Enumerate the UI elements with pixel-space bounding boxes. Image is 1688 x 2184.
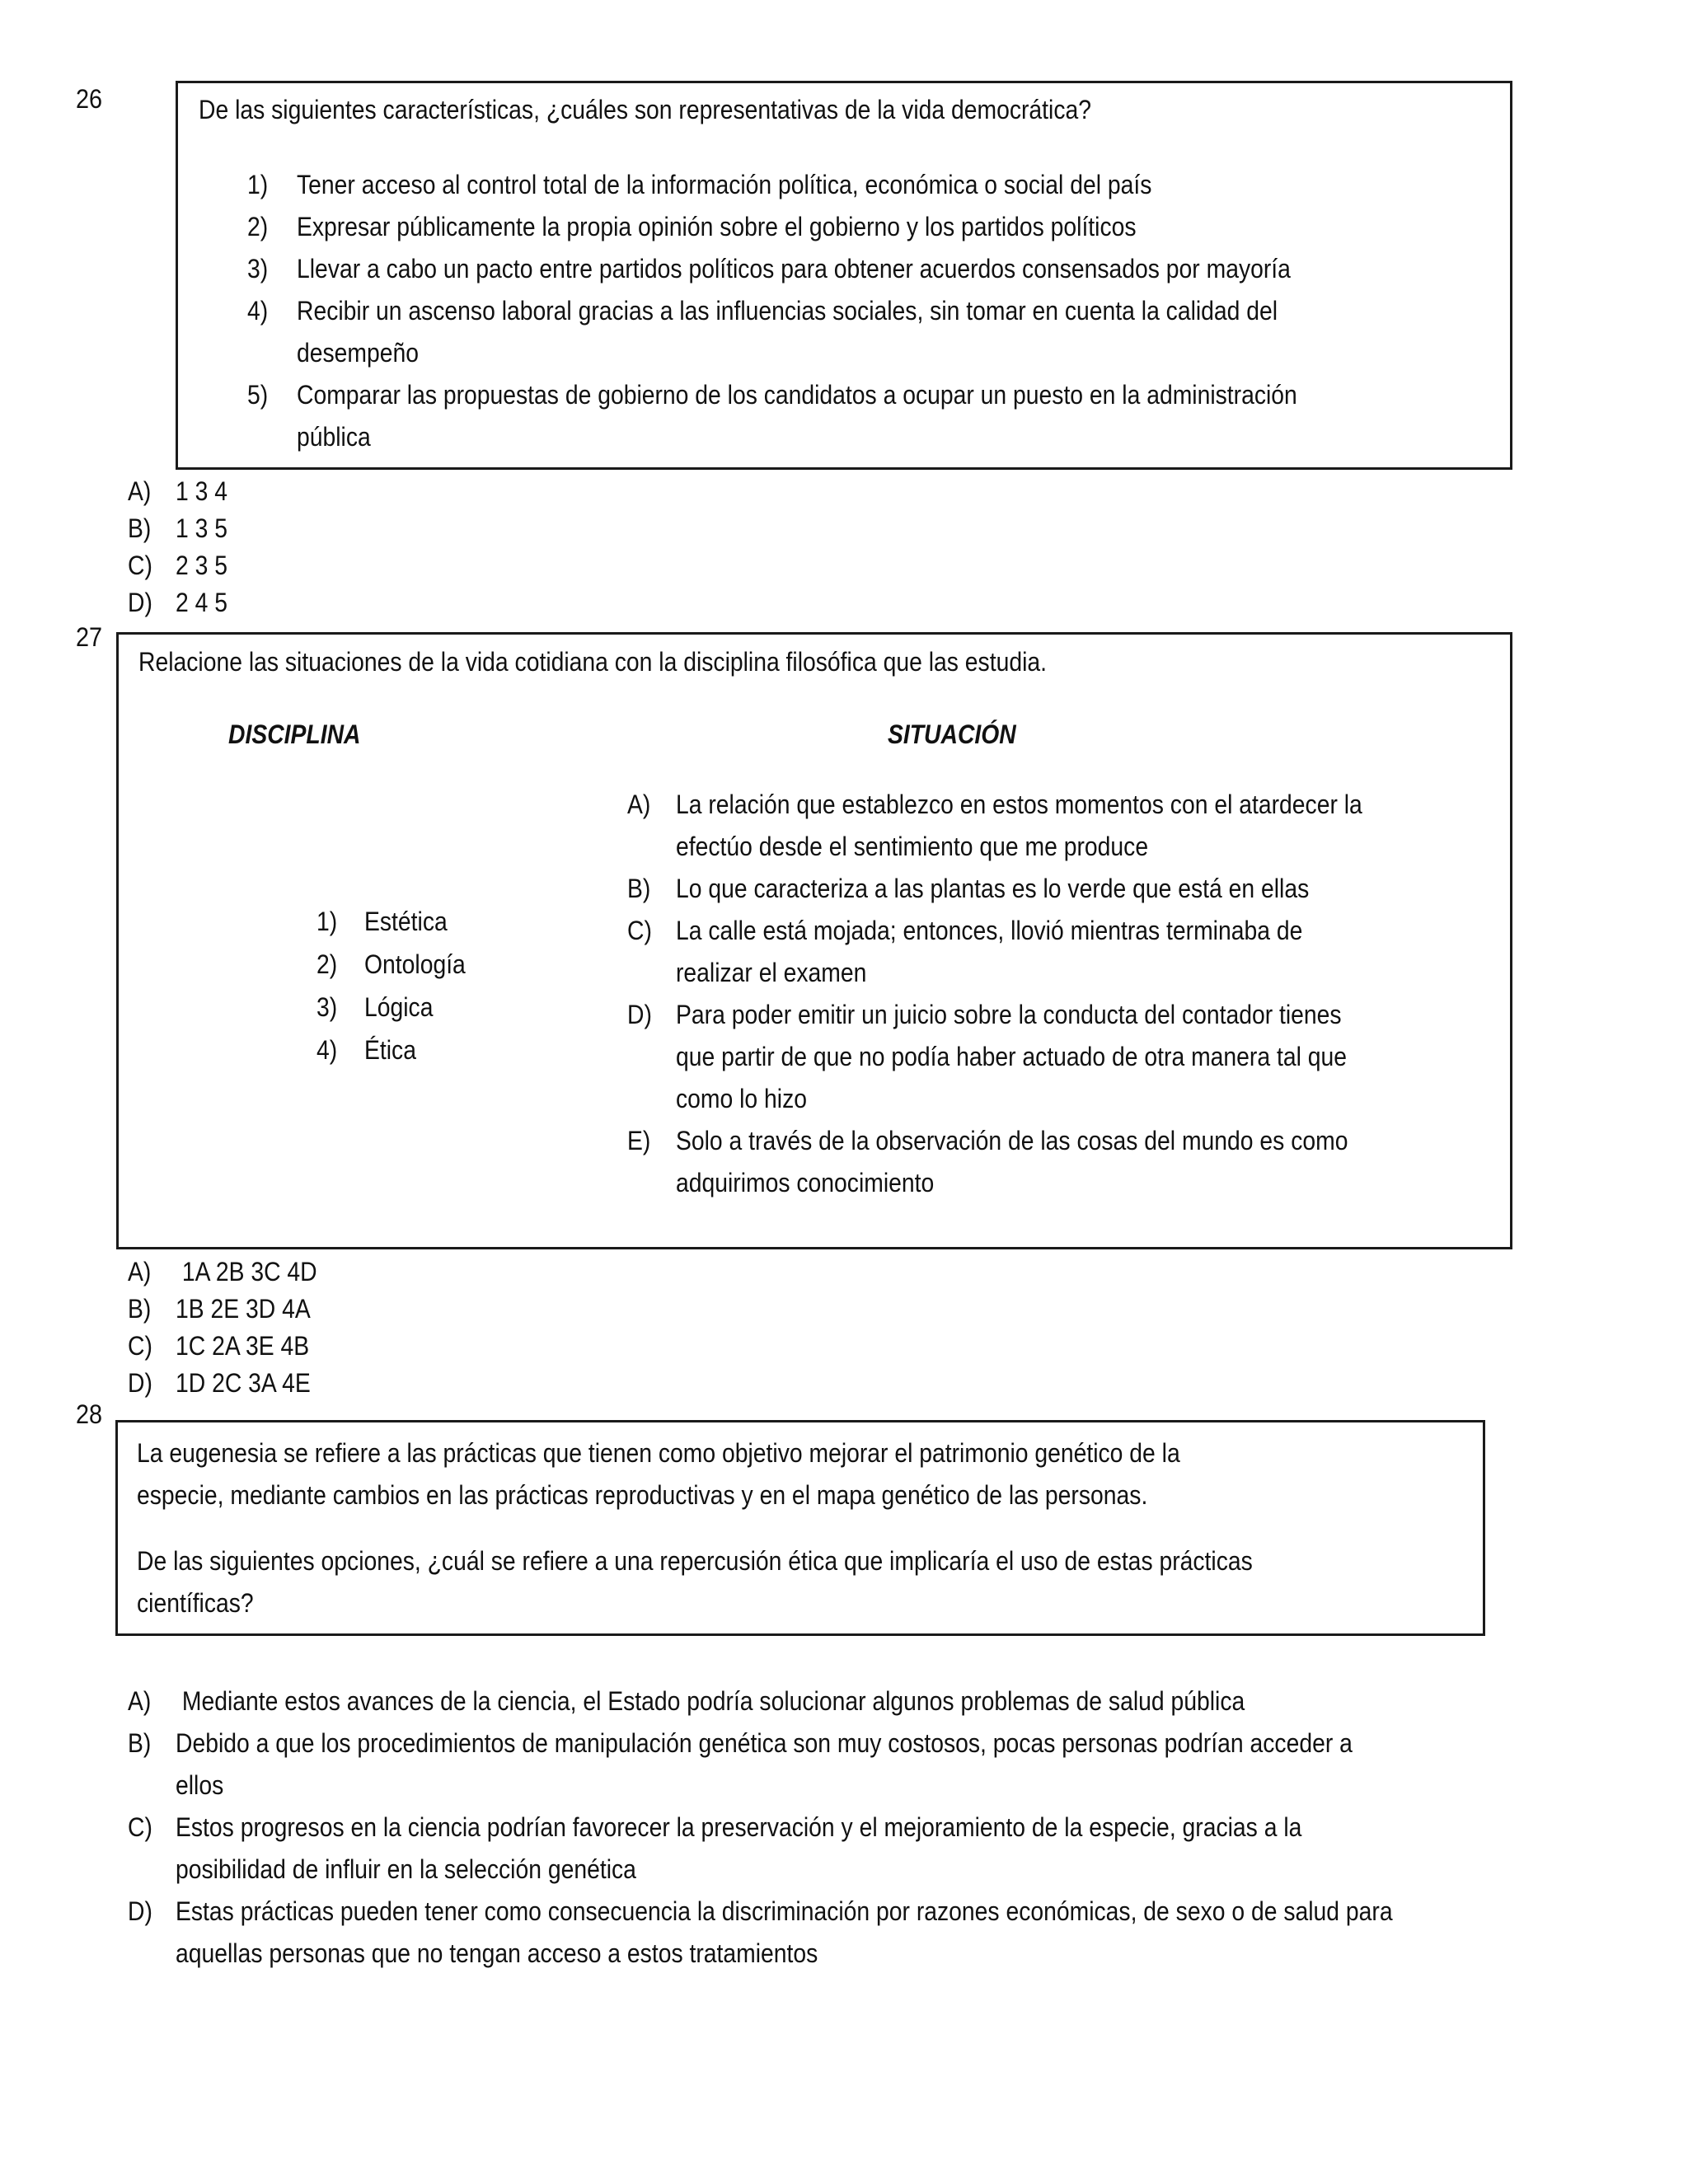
item-text: Comparar las propuestas de gobierno de los candidatos a ocupar un puesto en la administración	[297, 380, 1297, 410]
situation-text: La relación que establezco en estos momentos con el atardecer la	[676, 790, 1362, 819]
situation-text-continued: adquirimos conocimiento	[676, 1168, 935, 1197]
item-text: Tener acceso al control total de la información política, económica o social del país	[297, 170, 1152, 199]
item-marker: 3)	[247, 254, 269, 284]
discipline-marker: 1)	[316, 907, 338, 936]
item-text-continued: desempeño	[297, 338, 420, 368]
question-28-context: La eugenesia se refiere a las prácticas que tienen como objetivo mejorar el patrimonio genético de la	[137, 1438, 1180, 1468]
option-b-text[interactable]: 1B 2E 3D 4A	[176, 1294, 311, 1324]
option-b-text[interactable]: 1 3 5	[176, 513, 227, 543]
option-c-letter[interactable]: C)	[128, 1812, 152, 1842]
situation-text-continued: como lo hizo	[676, 1084, 807, 1113]
option-a-text[interactable]: 1A 2B 3C 4D	[176, 1257, 317, 1286]
situation-text: La calle está mojada; entonces, llovió mientras terminaba de	[676, 916, 1303, 945]
option-c-letter[interactable]: C)	[128, 1331, 152, 1361]
option-d-text[interactable]: 1D 2C 3A 4E	[176, 1368, 311, 1398]
option-d-text-continued[interactable]: aquellas personas que no tengan acceso a estos tratamientos	[176, 1938, 818, 1968]
situation-marker: C)	[627, 916, 652, 945]
discipline-ontology: Ontología	[364, 949, 466, 979]
discipline-marker: 4)	[316, 1035, 338, 1065]
item-text: Llevar a cabo un pacto entre partidos políticos para obtener acuerdos consensados por mayoría	[297, 254, 1291, 284]
discipline-esthetics: Estética	[364, 907, 448, 936]
discipline-ethics: Ética	[364, 1035, 416, 1065]
option-d-text[interactable]: 2 4 5	[176, 588, 227, 617]
situation-text-continued: que partir de que no podía haber actuado de otra manera tal que	[676, 1042, 1348, 1071]
discipline-logic: Lógica	[364, 992, 434, 1022]
option-c-text-continued[interactable]: posibilidad de influir en la selección genética	[176, 1854, 636, 1884]
option-d-letter[interactable]: D)	[128, 588, 152, 617]
option-b-text-continued[interactable]: ellos	[176, 1770, 224, 1800]
option-c-letter[interactable]: C)	[128, 551, 152, 580]
option-a-letter[interactable]: A)	[128, 1686, 152, 1716]
situation-text: Para poder emitir un juicio sobre la conducta del contador tienes	[676, 1000, 1342, 1029]
option-b-letter[interactable]: B)	[128, 1294, 152, 1324]
situacion-header: SITUACIÓN	[888, 719, 1016, 749]
item-marker: 1)	[247, 170, 269, 199]
option-d-text[interactable]: Estas prácticas pueden tener como consecuencia la discriminación por razones económicas, de sexo o de salud para	[176, 1896, 1393, 1926]
item-marker: 4)	[247, 296, 269, 326]
situation-marker: B)	[627, 874, 651, 903]
option-b-letter[interactable]: B)	[128, 1728, 152, 1758]
question-number-27: 27	[76, 622, 103, 652]
item-marker: 5)	[247, 380, 269, 410]
question-28-prompt: De las siguientes opciones, ¿cuál se refiere a una repercusión ética que implicaría el uso de estas prácticas	[137, 1546, 1253, 1576]
item-text: Recibir un ascenso laboral gracias a las influencias sociales, sin tomar en cuenta la calidad del	[297, 296, 1278, 326]
situation-text-continued: realizar el examen	[676, 958, 867, 987]
option-a-letter[interactable]: A)	[128, 1257, 152, 1286]
situation-text-continued: efectúo desde el sentimiento que me produce	[676, 832, 1149, 861]
question-28-context-continued: especie, mediante cambios en las prácticas reproductivas y en el mapa genético de las personas.	[137, 1480, 1148, 1510]
question-28-prompt-continued: científicas?	[137, 1588, 254, 1618]
question-number-26: 26	[76, 84, 103, 114]
option-b-text[interactable]: Debido a que los procedimientos de manipulación genética son muy costosos, pocas personas podrían acceder a	[176, 1728, 1353, 1758]
option-d-letter[interactable]: D)	[128, 1896, 152, 1926]
situation-marker: E)	[627, 1126, 651, 1155]
option-a-text[interactable]: 1 3 4	[176, 476, 227, 506]
item-text: Expresar públicamente la propia opinión sobre el gobierno y los partidos políticos	[297, 212, 1137, 241]
question-27-prompt: Relacione las situaciones de la vida cotidiana con la disciplina filosófica que las estudia.	[138, 647, 1047, 677]
option-c-text[interactable]: Estos progresos en la ciencia podrían favorecer la preservación y el mejoramiento de la especie, gracias a la	[176, 1812, 1302, 1842]
option-a-text[interactable]: Mediante estos avances de la ciencia, el Estado podría solucionar algunos problemas de salud pública	[176, 1686, 1245, 1716]
situation-marker: A)	[627, 790, 651, 819]
situation-text: Solo a través de la observación de las cosas del mundo es como	[676, 1126, 1348, 1155]
option-b-letter[interactable]: B)	[128, 513, 152, 543]
item-marker: 2)	[247, 212, 269, 241]
discipline-marker: 3)	[316, 992, 338, 1022]
disciplina-header: DISCIPLINA	[228, 719, 361, 749]
item-text-continued: pública	[297, 422, 371, 452]
situation-marker: D)	[627, 1000, 652, 1029]
question-26-prompt: De las siguientes características, ¿cuáles son representativas de la vida democrática?	[199, 95, 1091, 124]
option-d-letter[interactable]: D)	[128, 1368, 152, 1398]
situation-text: Lo que caracteriza a las plantas es lo verde que está en ellas	[676, 874, 1310, 903]
option-c-text[interactable]: 1C 2A 3E 4B	[176, 1331, 310, 1361]
discipline-marker: 2)	[316, 949, 338, 979]
option-a-letter[interactable]: A)	[128, 476, 152, 506]
question-number-28: 28	[76, 1399, 103, 1429]
option-c-text[interactable]: 2 3 5	[176, 551, 227, 580]
